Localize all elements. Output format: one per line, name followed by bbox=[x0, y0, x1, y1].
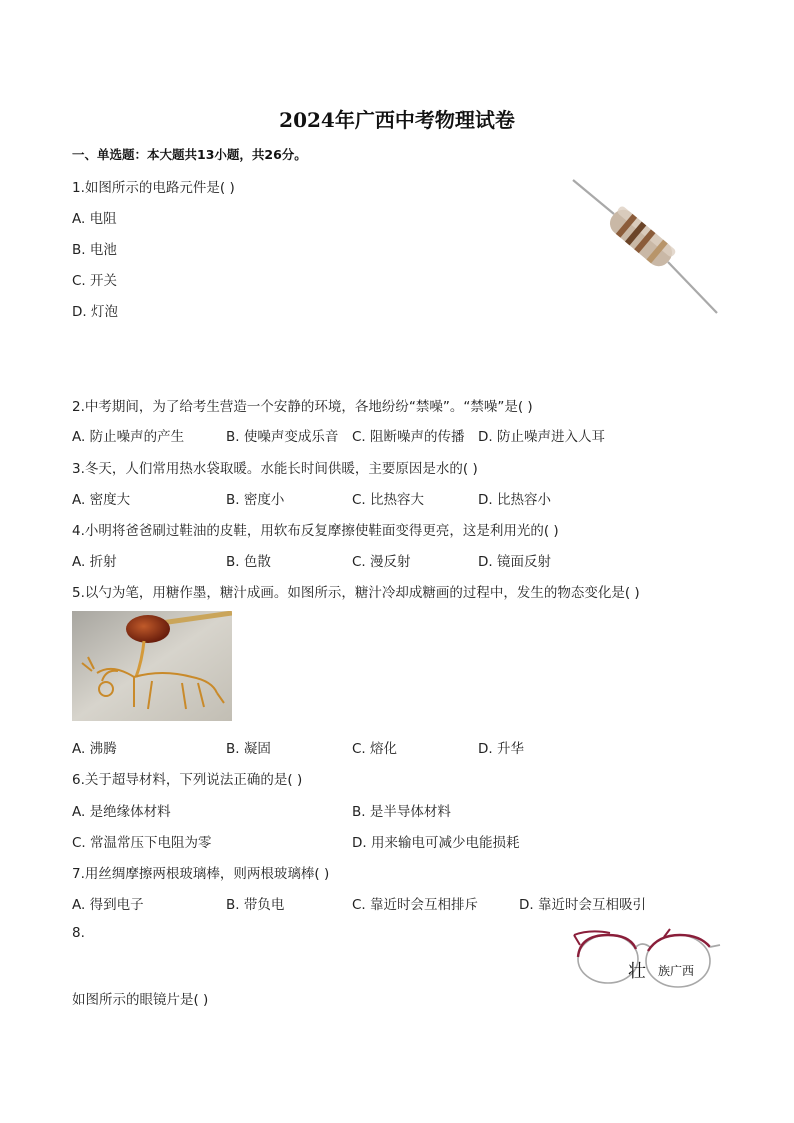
sugar-painting-image bbox=[72, 611, 232, 721]
question-8-number: 8. bbox=[72, 925, 85, 941]
glasses-image bbox=[570, 925, 722, 995]
q5-option-d: D. 升华 bbox=[478, 741, 524, 757]
page-title: 2024年广西中考物理试卷 bbox=[279, 108, 515, 132]
question-7-stem: 7.用丝绸摩擦两根玻璃棒，则两根玻璃棒( ) bbox=[72, 866, 330, 882]
question-3-stem: 3.冬天，人们常用热水袋取暖。水能长时间供暖，主要原因是水的( ) bbox=[72, 461, 478, 477]
question-5-stem: 5.以勺为笔，用糖作墨，糖汁成画。如图所示，糖汁冷却成糖画的过程中，发生的物态变化是( ) bbox=[72, 585, 640, 601]
q5-option-b: B. 凝固 bbox=[226, 741, 271, 757]
q5-option-c: C. 熔化 bbox=[352, 741, 398, 757]
question-4-stem: 4.小明将爸爸刷过鞋油的皮鞋，用软布反复摩擦使鞋面变得更亮，这是利用光的( ) bbox=[72, 523, 559, 539]
question-8-stem: 如图所示的眼镜片是( ) bbox=[72, 992, 209, 1008]
q4-option-b: B. 色散 bbox=[226, 554, 271, 570]
q2-option-d: D. 防止噪声进入人耳 bbox=[478, 429, 605, 445]
q3-option-c: C. 比热容大 bbox=[352, 492, 425, 508]
q4-option-d: D. 镜面反射 bbox=[478, 554, 551, 570]
question-2-stem: 2.中考期间，为了给考生营造一个安静的环境，各地纷纷“禁噪”。“禁噪”是( ) bbox=[72, 399, 533, 415]
glasses-small-text: 族广西 bbox=[658, 964, 695, 978]
q2-option-b: B. 使噪声变成乐音 bbox=[226, 429, 339, 445]
q7-option-c: C. 靠近时会互相排斥 bbox=[352, 897, 479, 913]
q6-option-a: A. 是绝缘体材料 bbox=[72, 804, 171, 820]
q7-option-b: B. 带负电 bbox=[226, 897, 285, 913]
q4-option-a: A. 折射 bbox=[72, 554, 117, 570]
q1-option-a: A. 电阻 bbox=[72, 211, 117, 227]
q7-option-d: D. 靠近时会互相吸引 bbox=[519, 897, 646, 913]
q6-option-b: B. 是半导体材料 bbox=[352, 804, 451, 820]
question-6-stem: 6.关于超导材料，下列说法正确的是( ) bbox=[72, 772, 303, 788]
q3-option-a: A. 密度大 bbox=[72, 492, 131, 508]
question-1-stem: 1.如图所示的电路元件是( ) bbox=[72, 180, 235, 196]
q6-option-d: D. 用来输电可减少电能损耗 bbox=[352, 835, 520, 851]
glasses-big-char: 壮 bbox=[628, 961, 646, 982]
q2-option-c: C. 阻断噪声的传播 bbox=[352, 429, 465, 445]
q1-option-d: D. 灯泡 bbox=[72, 304, 118, 320]
section-heading: 一、单选题：本大题共13小题，共26分。 bbox=[72, 147, 307, 162]
q5-option-a: A. 沸腾 bbox=[72, 741, 117, 757]
q7-option-a: A. 得到电子 bbox=[72, 897, 144, 913]
q1-option-b: B. 电池 bbox=[72, 242, 117, 258]
q2-option-a: A. 防止噪声的产生 bbox=[72, 429, 185, 445]
q1-option-c: C. 开关 bbox=[72, 273, 118, 289]
q3-option-d: D. 比热容小 bbox=[478, 492, 551, 508]
resistor-image bbox=[570, 176, 720, 316]
q3-option-b: B. 密度小 bbox=[226, 492, 285, 508]
q4-option-c: C. 漫反射 bbox=[352, 554, 411, 570]
q6-option-c: C. 常温常压下电阻为零 bbox=[72, 835, 212, 851]
